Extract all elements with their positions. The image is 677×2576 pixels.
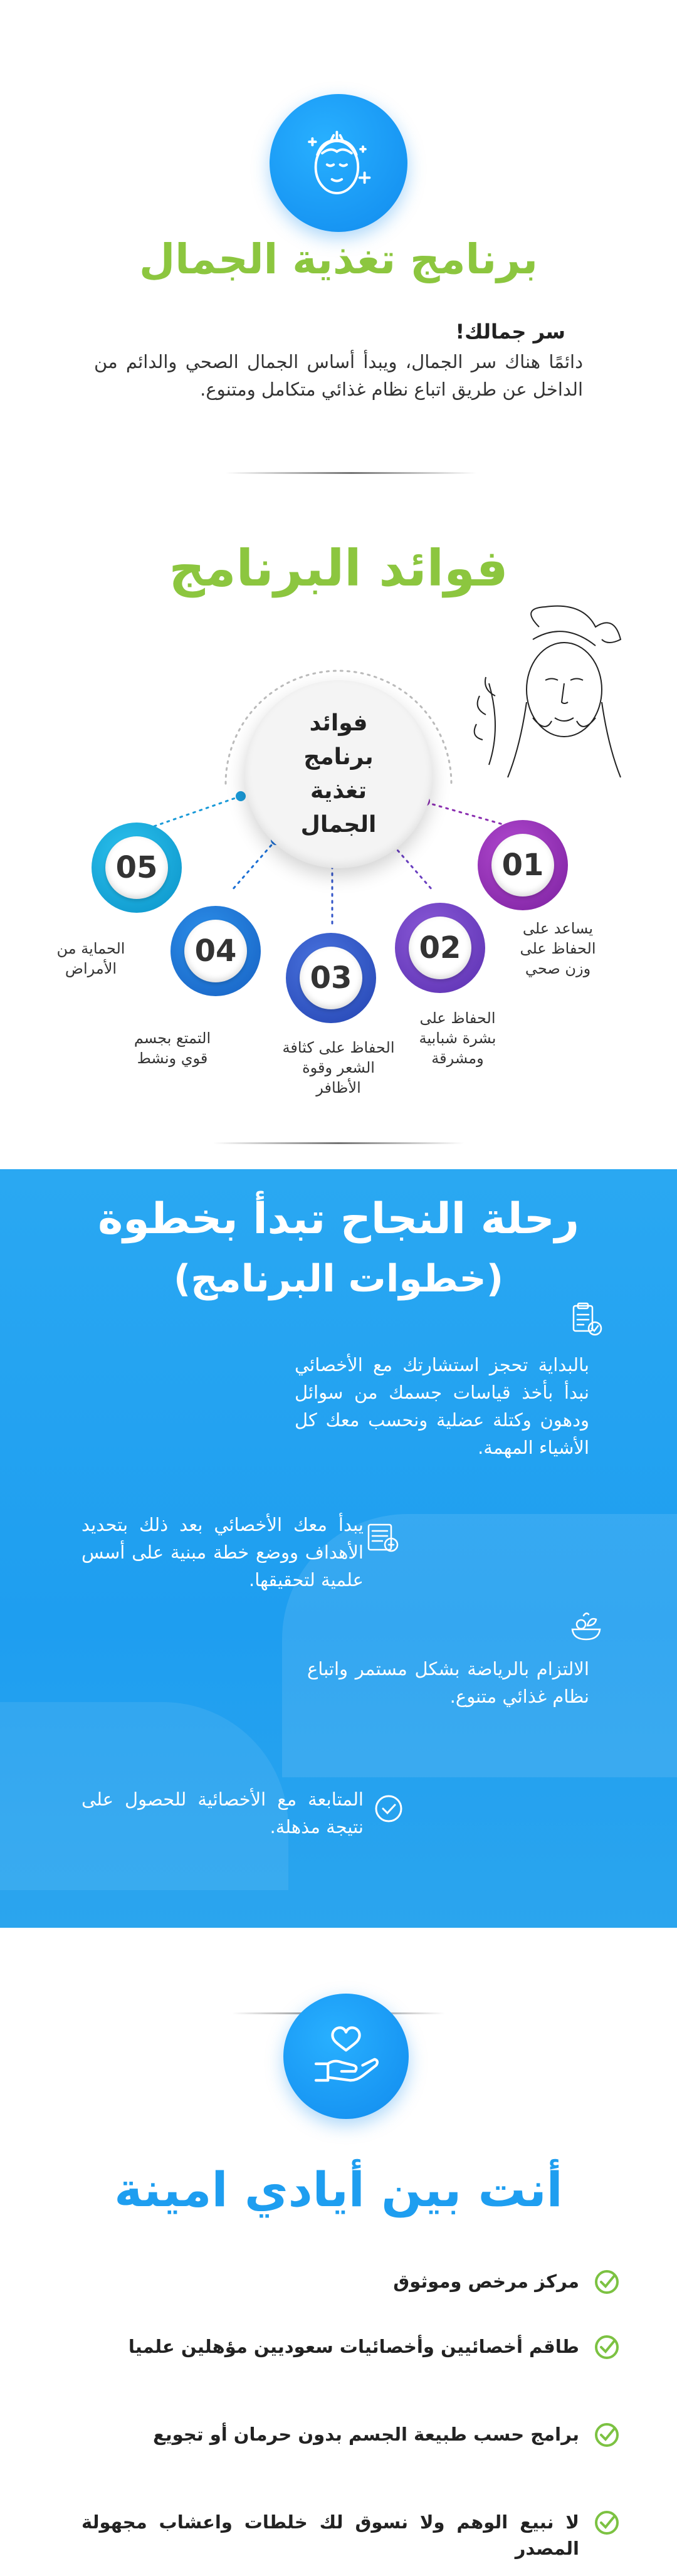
divider [213, 1142, 464, 1144]
benefit-number-05: 05 [105, 836, 168, 899]
trust-item-text: برامج حسب طبيعة الجسم بدون حرمان أو تجويع [152, 2424, 579, 2445]
intro-paragraph: دائمًا هناك سر الجمال، ويبدأ أساس الجمال الصحي والدائم من الداخل عن طريق اتباع نظام غذائي متكامل ومتنوع. [94, 351, 583, 400]
step-4-text: المتابعة مع الأخصائية للحصول على نتيجة مذهلة. [81, 1789, 364, 1837]
benefit-number-04: 04 [184, 920, 247, 982]
benefit-label-03: الحفاظ على كثافة الشعر وقوة الأظافر [282, 1039, 395, 1096]
check-icon [593, 2421, 621, 2449]
benefit-label-04: التمتع بجسم قوي ونشط [134, 1029, 211, 1067]
intro-subtitle: سر جمالك! [455, 320, 565, 344]
page-title: برنامج تغذية الجمال [139, 235, 538, 283]
check-icon [593, 2268, 621, 2296]
benefit-circle-01 [478, 820, 568, 910]
benefit-circle-05 [92, 823, 182, 913]
step-3-text: الالتزام بالرياضة بشكل مستمر واتباع نظام غذائي متنوع. [307, 1658, 589, 1707]
connector-dot-05 [236, 791, 246, 801]
benefits-center-label: فوائد برنامج تغذية الجمال [300, 710, 377, 838]
benefits-title: فوائد البرنامج [169, 539, 508, 597]
journey-title: رحلة النجاح تبدأ بخطوة [98, 1194, 579, 1244]
trust-item [81, 2509, 621, 2562]
clipboard-check-icon [567, 1301, 605, 1338]
benefit-circle-02 [395, 903, 485, 993]
benefit-number-01: 01 [491, 834, 554, 896]
trust-title: أنت بين أيادي امينة [114, 2162, 563, 2217]
check-icon [593, 2509, 621, 2537]
benefit-label-01: يساعد على الحفاظ على وزن صحي [520, 920, 596, 977]
journey-subtitle: (خطوات البرنامج) [173, 1257, 504, 1301]
trust-icon-circle [283, 1994, 409, 2119]
trust-item-text: مركز مرخص وموثوق [393, 2271, 579, 2292]
face-sparkle-icon [298, 122, 379, 204]
header-icon-circle [270, 94, 407, 232]
benefit-label-05: الحماية من الأمراض [56, 940, 125, 977]
divider [226, 472, 476, 474]
trust-item [81, 2333, 621, 2361]
check-circle-icon [370, 1790, 407, 1827]
trust-item [81, 2268, 621, 2296]
diet-plan-icon [364, 1518, 401, 1556]
check-icon [593, 2333, 621, 2361]
benefit-number-02: 02 [409, 917, 471, 979]
benefit-label-02: الحفاظ على بشرة شبابية ومشرقة [419, 1009, 496, 1067]
step-1-text: بالبداية تحجز استشارتك مع الأخصائي نبدأ بأخذ قياسات جسمك من سوائل ودهون وكتلة عضلية ونحسب معك كل الأشياء المهمة. [295, 1354, 589, 1458]
hand-heart-icon [308, 2019, 384, 2094]
trust-item [81, 2421, 621, 2449]
benefit-circle-04 [171, 906, 261, 996]
trust-item-text: طاقم أخصائيين وأخصائيات سعوديين مؤهلين علميا [128, 2336, 579, 2357]
benefit-circle-03 [286, 933, 376, 1023]
trust-item-text: لا نبيع الوهم ولا نسوق لك خلطات واعشاب مجهولة المصدر [81, 2511, 579, 2559]
journey-section [0, 1169, 677, 1928]
step-2-text: يبدأ معك الأخصائي بعد ذلك بتحديد الأهداف ووضع خطة مبنية على أسس علمية لتحقيقها. [81, 1514, 364, 1590]
healthy-food-icon [567, 1608, 605, 1646]
benefits-center-circle [244, 680, 433, 868]
benefit-number-03: 03 [300, 947, 362, 1009]
